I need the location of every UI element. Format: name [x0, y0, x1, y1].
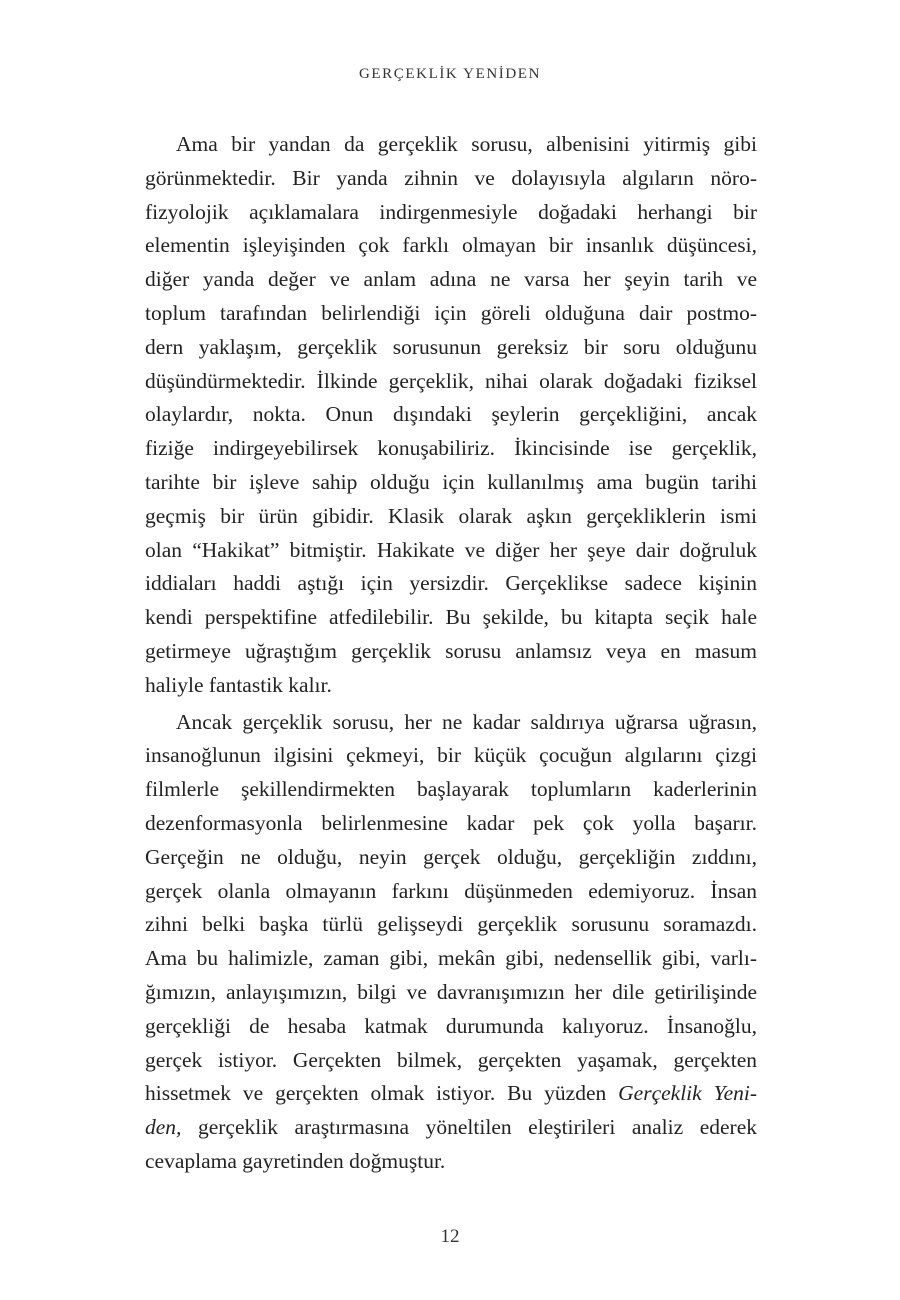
text-line: haliyle fantastik kalır. [145, 672, 332, 697]
text-line: ğımızın, anlayışımızın, bilgi ve davranışımızın her dile getirilişinde [145, 979, 757, 1004]
text-line: Gerçeğin ne olduğu, neyin gerçek olduğu, gerçekliğin zıddını, [145, 844, 757, 869]
text-line: gerçek istiyor. Gerçekten bilmek, gerçekten yaşamak, gerçekten [145, 1047, 757, 1072]
text-line: görünmektedir. Bir yanda zihnin ve dolayısıyla algıların nöro- [145, 165, 757, 190]
page-number: 12 [440, 1226, 460, 1247]
text-line [145, 1111, 757, 1145]
text-line: toplum tarafından belirlendiği için göreli olduğuna dair postmo- [145, 300, 757, 325]
text-line [145, 1077, 757, 1111]
book-title-italic: den, [145, 1115, 182, 1140]
text-line: zihni belki başka türlü gelişseydi gerçeklik sorusunu soramazdı. [145, 912, 757, 937]
text-run: gerçeklik araştırmasına yöneltilen eleştirileri analiz ederek [181, 1115, 757, 1140]
text-line: iddiaları haddi aştığı için yersizdir. Gerçeklikse sadece kişinin [145, 571, 757, 596]
text-line: insanoğlunun ilgisini çekmeyi, bir küçük çocuğun algılarını çizgi [145, 743, 757, 768]
text-line: cevaplama gayretinden doğmuştur. [145, 1148, 446, 1173]
text-line: getirmeye uğraştığım gerçeklik sorusu anlamsız veya en masum [145, 638, 757, 663]
text-line: filmlerle şekillendirmekten başlayarak toplumların kaderlerinin [145, 777, 757, 802]
text-line: dern yaklaşım, gerçeklik sorusunun gereksiz bir soru olduğunu [145, 334, 757, 359]
paragraph-2 [145, 706, 757, 1179]
body-text [145, 128, 757, 1179]
book-title-italic: Gerçeklik Yeni- [618, 1081, 757, 1106]
text-line: tarihte bir işleve sahip olduğu için kullanılmış ama bugün tarihi [145, 469, 757, 494]
text-line: olaylardır, nokta. Onun dışındaki şeylerin gerçekliğini, ancak [145, 402, 757, 427]
paragraph-1 [145, 128, 757, 703]
text-line: gerçekliği de hesaba katmak durumunda kalıyoruz. İnsanoğlu, [145, 1013, 757, 1038]
text-run: hissetmek ve gerçekten olmak istiyor. Bu yüzden [145, 1081, 619, 1106]
text-line: fiziğe indirgeyebilirsek konuşabiliriz. İkincisinde ise gerçeklik, [145, 436, 757, 461]
text-line: dezenformasyonla belirlenmesine kadar pek çok yolla başarır. [145, 810, 757, 835]
text-line: düşündürmektedir. İlkinde gerçeklik, nihai olarak doğadaki fiziksel [145, 368, 757, 393]
text-line: olan “Hakikat” bitmiştir. Hakikate ve diğer her şeye dair doğruluk [145, 537, 757, 562]
text-line: gerçek olanla olmayanın farkını düşünmeden edemiyoruz. İnsan [145, 878, 757, 903]
text-line: fizyolojik açıklamalara indirgenmesiyle doğadaki herhangi bir [145, 199, 757, 224]
text-line: Ama bir yandan da gerçeklik sorusu, albenisini yitirmiş gibi [176, 132, 757, 156]
text-line: kendi perspektifine atfedilebilir. Bu şekilde, bu kitapta seçik hale [145, 605, 757, 630]
running-head: GERÇEKLİK YENİDEN [358, 66, 542, 82]
text-line: elementin işleyişinden çok farklı olmayan bir insanlık düşüncesi, [145, 233, 757, 258]
text-line: Ama bu halimizle, zaman gibi, mekân gibi, nedensellik gibi, varlı- [145, 946, 757, 971]
text-line: Ancak gerçeklik sorusu, her ne kadar saldırıya uğrarsa uğrasın, [176, 709, 757, 734]
text-line: geçmiş bir ürün gibidir. Klasik olarak aşkın gerçekliklerin ismi [145, 503, 757, 528]
text-line: diğer yanda değer ve anlam adına ne varsa her şeyin tarih ve [145, 267, 757, 292]
